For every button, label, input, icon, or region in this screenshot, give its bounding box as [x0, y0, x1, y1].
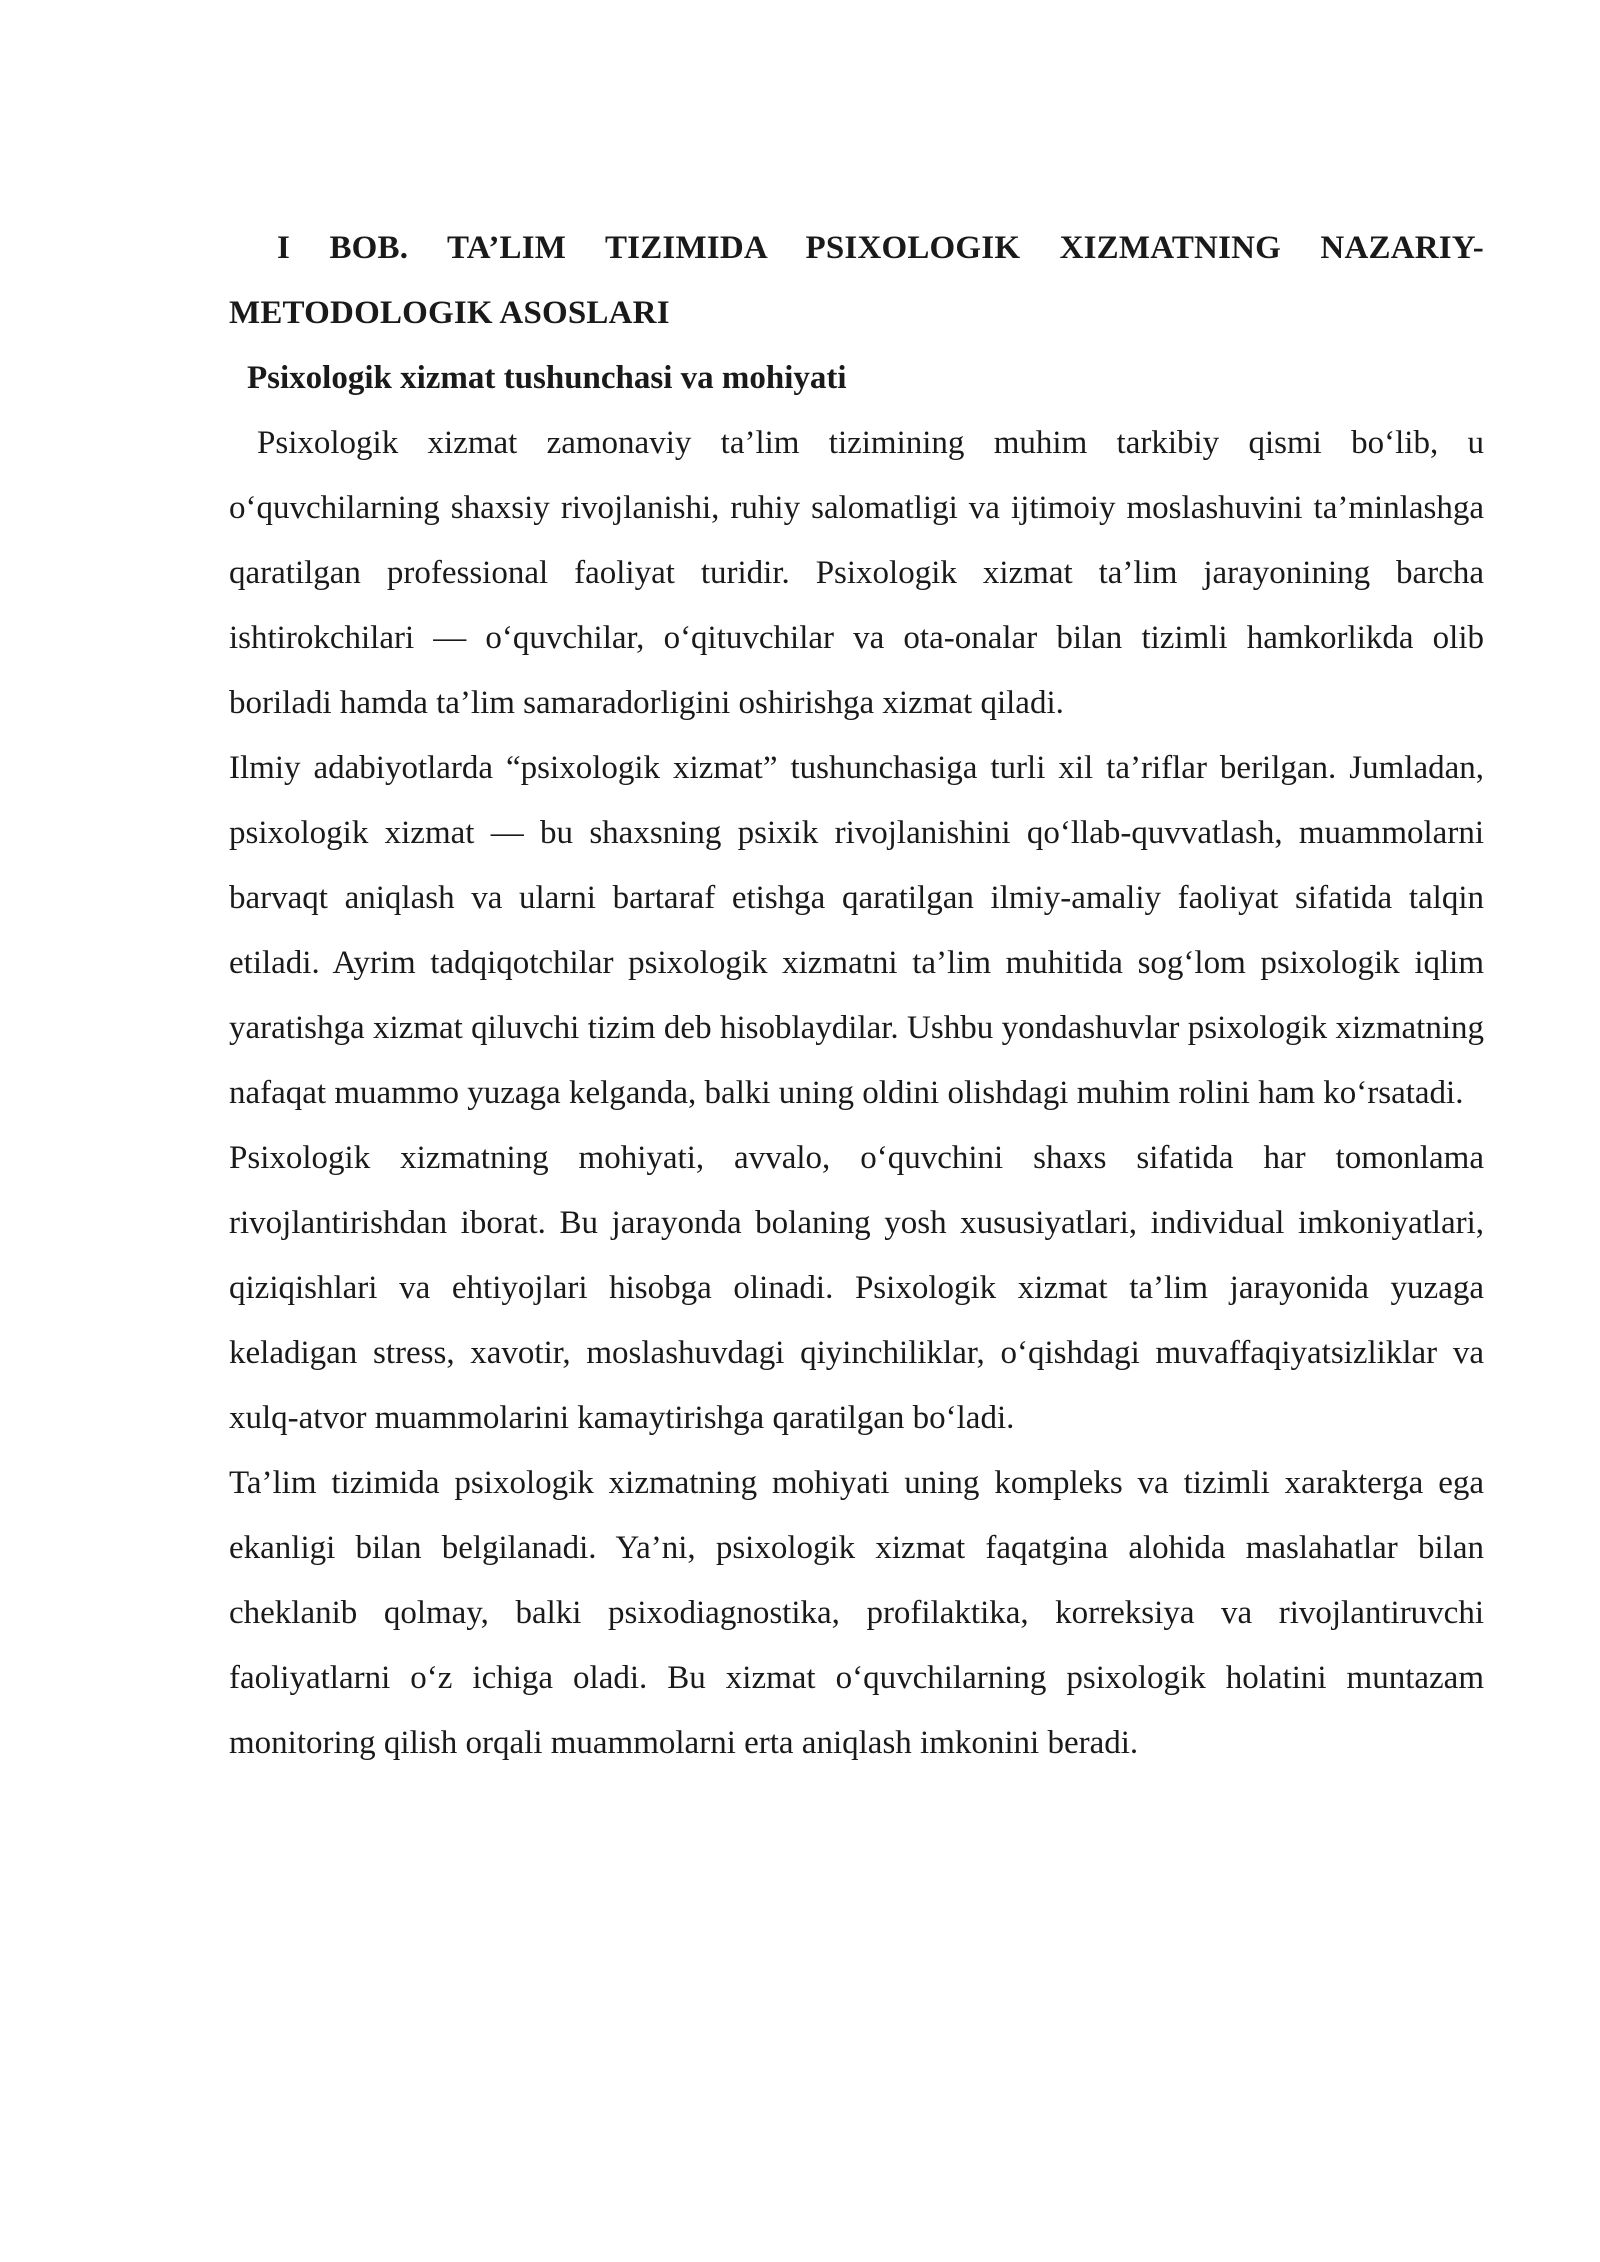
paragraph-essence: Psixologik xizmatning mohiyati, avvalo, o‘quvchini shaxs sifatida har tomonlama rivojlantirishdan iborat. Bu jarayonda bolaning yosh xususiyatlari, individual imkoniyatlari, qiziqishlari va ehtiyojlari hisobga olinadi. Psixologik xizmat ta’lim jarayonida yuzaga keladigan stress, xavotir, moslashuvdagi qiyinchiliklar, o‘qishdagi muvaffaqiyatsizliklar va xulq-atvor muammolarini kamaytirishga qaratilgan bo‘ladi.	[229, 1140, 1484, 1436]
section-title: Psixologik xizmat tushunchasi va mohiyati	[247, 360, 847, 396]
chapter-title: I BOB. TA’LIM TIZIMIDA PSIXOLOGIK XIZMATNING NAZARIY-METODOLOGIK ASOSLARI	[229, 230, 1484, 331]
document-page	[229, 216, 1484, 1776]
paragraph-definitions: Ilmiy adabiyotlarda “psixologik xizmat” tushunchasiga turli xil ta’riflar berilgan. Jumladan, psixologik xizmat — bu shaxsning psixik rivojlanishini qo‘llab-quvvatlash, muammolarni barvaqt aniqlash va ularni bartaraf etishga qaratilgan ilmiy-amaliy faoliyat sifatida talqin etiladi. Ayrim tadqiqotchilar psixologik xizmatni ta’lim muhitida sog‘lom psixologik iqlim yaratishga xizmat qiluvchi tizim deb hisoblaydilar. Ushbu yondashuvlar psixologik xizmatning nafaqat muammo yuzaga kelganda, balki uning oldini olishdagi muhim rolini ham ko‘rsatadi.	[229, 750, 1484, 1111]
paragraph-complexity: Ta’lim tizimida psixologik xizmatning mohiyati uning kompleks va tizimli xarakterga ega ekanligi bilan belgilanadi. Ya’ni, psixologik xizmat faqatgina alohida maslahatlar bilan cheklanib qolmay, balki psixodiagnostika, profilaktika, korreksiya va rivojlantiruvchi faoliyatlarni o‘z ichiga oladi. Bu xizmat o‘quvchilarning psixologik holatini muntazam monitoring qilish orqali muammolarni erta aniqlash imkonini beradi.	[229, 1465, 1484, 1761]
paragraph-intro: Psixologik xizmat zamonaviy ta’lim tizimining muhim tarkibiy qismi bo‘lib, u o‘quvchilarning shaxsiy rivojlanishi, ruhiy salomatligi va ijtimoiy moslashuvini ta’minlashga qaratilgan professional faoliyat turidir. Psixologik xizmat ta’lim jarayonining barcha ishtirokchilari — o‘quvchilar, o‘qituvchilar va ota-onalar bilan tizimli hamkorlikda olib boriladi hamda ta’lim samaradorligini oshirishga xizmat qiladi.	[229, 425, 1484, 721]
